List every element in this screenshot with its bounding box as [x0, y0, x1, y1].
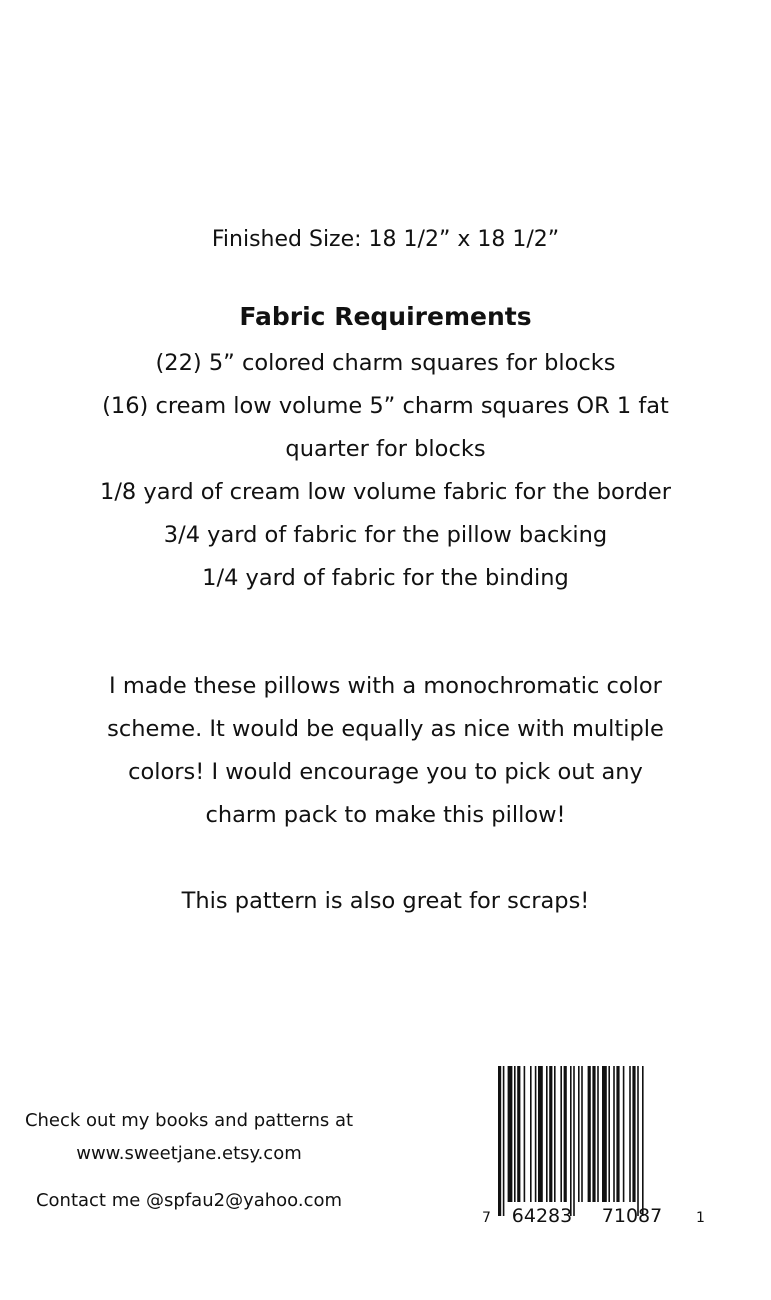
- requirement-item: (16) cream low volume 5” charm squares OR 1 fat: [102, 393, 669, 419]
- barcode-bar: [616, 1066, 619, 1202]
- barcode-bar: [573, 1066, 575, 1216]
- barcode: [478, 1062, 708, 1228]
- barcode-bar: [549, 1066, 552, 1202]
- barcode-bar: [629, 1066, 631, 1202]
- barcode-bar: [581, 1066, 583, 1202]
- requirement-item: 1/8 yard of cream low volume fabric for the border: [100, 479, 671, 505]
- barcode-bar: [637, 1066, 639, 1216]
- barcode-bar: [623, 1066, 625, 1202]
- barcode-group-left: 64283: [511, 1205, 573, 1227]
- barcode-bar: [602, 1066, 607, 1202]
- barcode-digit-left: 7: [482, 1210, 491, 1226]
- barcode-bar: [546, 1066, 548, 1202]
- finished-size: Finished Size: 18 1/2” x 18 1/2”: [211, 227, 560, 252]
- barcode-bar: [530, 1066, 532, 1202]
- barcode-bar: [632, 1066, 635, 1202]
- description-line: scheme. It would be equally as nice with multiple: [107, 716, 664, 742]
- contact-info: Contact me @spfau2@yahoo.com: [35, 1190, 343, 1211]
- barcode-bar: [642, 1066, 644, 1216]
- barcode-bar: [608, 1066, 610, 1202]
- barcode-bar: [564, 1066, 567, 1202]
- description-paragraph: [0, 665, 771, 837]
- barcode-group-right: 71087: [601, 1205, 663, 1227]
- scraps-note: This pattern is also great for scraps!: [181, 888, 590, 914]
- barcode-digit-right: 1: [696, 1210, 705, 1226]
- barcode-bar: [524, 1066, 526, 1202]
- description-line: charm pack to make this pillow!: [205, 802, 566, 828]
- requirement-item: (22) 5” colored charm squares for blocks: [155, 350, 616, 376]
- barcode-bar: [560, 1066, 562, 1202]
- barcode-bar: [592, 1066, 595, 1202]
- barcode-bar: [538, 1066, 543, 1202]
- shop-info: [0, 1104, 378, 1170]
- requirement-item-continuation: quarter for blocks: [285, 436, 486, 462]
- shop-url: www.sweetjane.etsy.com: [76, 1143, 302, 1164]
- barcode-bar: [535, 1066, 537, 1202]
- barcode-bar: [554, 1066, 556, 1202]
- barcode-bar: [578, 1066, 580, 1202]
- barcode-bar: [613, 1066, 615, 1202]
- fabric-requirements-list: [0, 342, 771, 600]
- barcode-bars: [498, 1066, 644, 1216]
- description-line: colors! I would encourage you to pick out any: [128, 759, 643, 785]
- barcode-bar: [570, 1066, 572, 1216]
- barcode-bar: [597, 1066, 599, 1202]
- barcode-bar: [517, 1066, 520, 1202]
- barcode-bar: [588, 1066, 591, 1202]
- barcode-bar: [514, 1066, 516, 1202]
- description-line: I made these pillows with a monochromatic color: [109, 673, 662, 699]
- barcode-bar: [508, 1066, 513, 1202]
- requirement-item: 1/4 yard of fabric for the binding: [202, 565, 569, 591]
- requirement-item: 3/4 yard of fabric for the pillow backing: [163, 522, 608, 548]
- barcode-graphic: [478, 1062, 708, 1228]
- barcode-bar: [498, 1066, 501, 1216]
- shop-info-text: Check out my books and patterns at: [24, 1110, 354, 1131]
- fabric-requirements-heading: Fabric Requirements: [239, 302, 532, 331]
- barcode-bar: [503, 1066, 505, 1216]
